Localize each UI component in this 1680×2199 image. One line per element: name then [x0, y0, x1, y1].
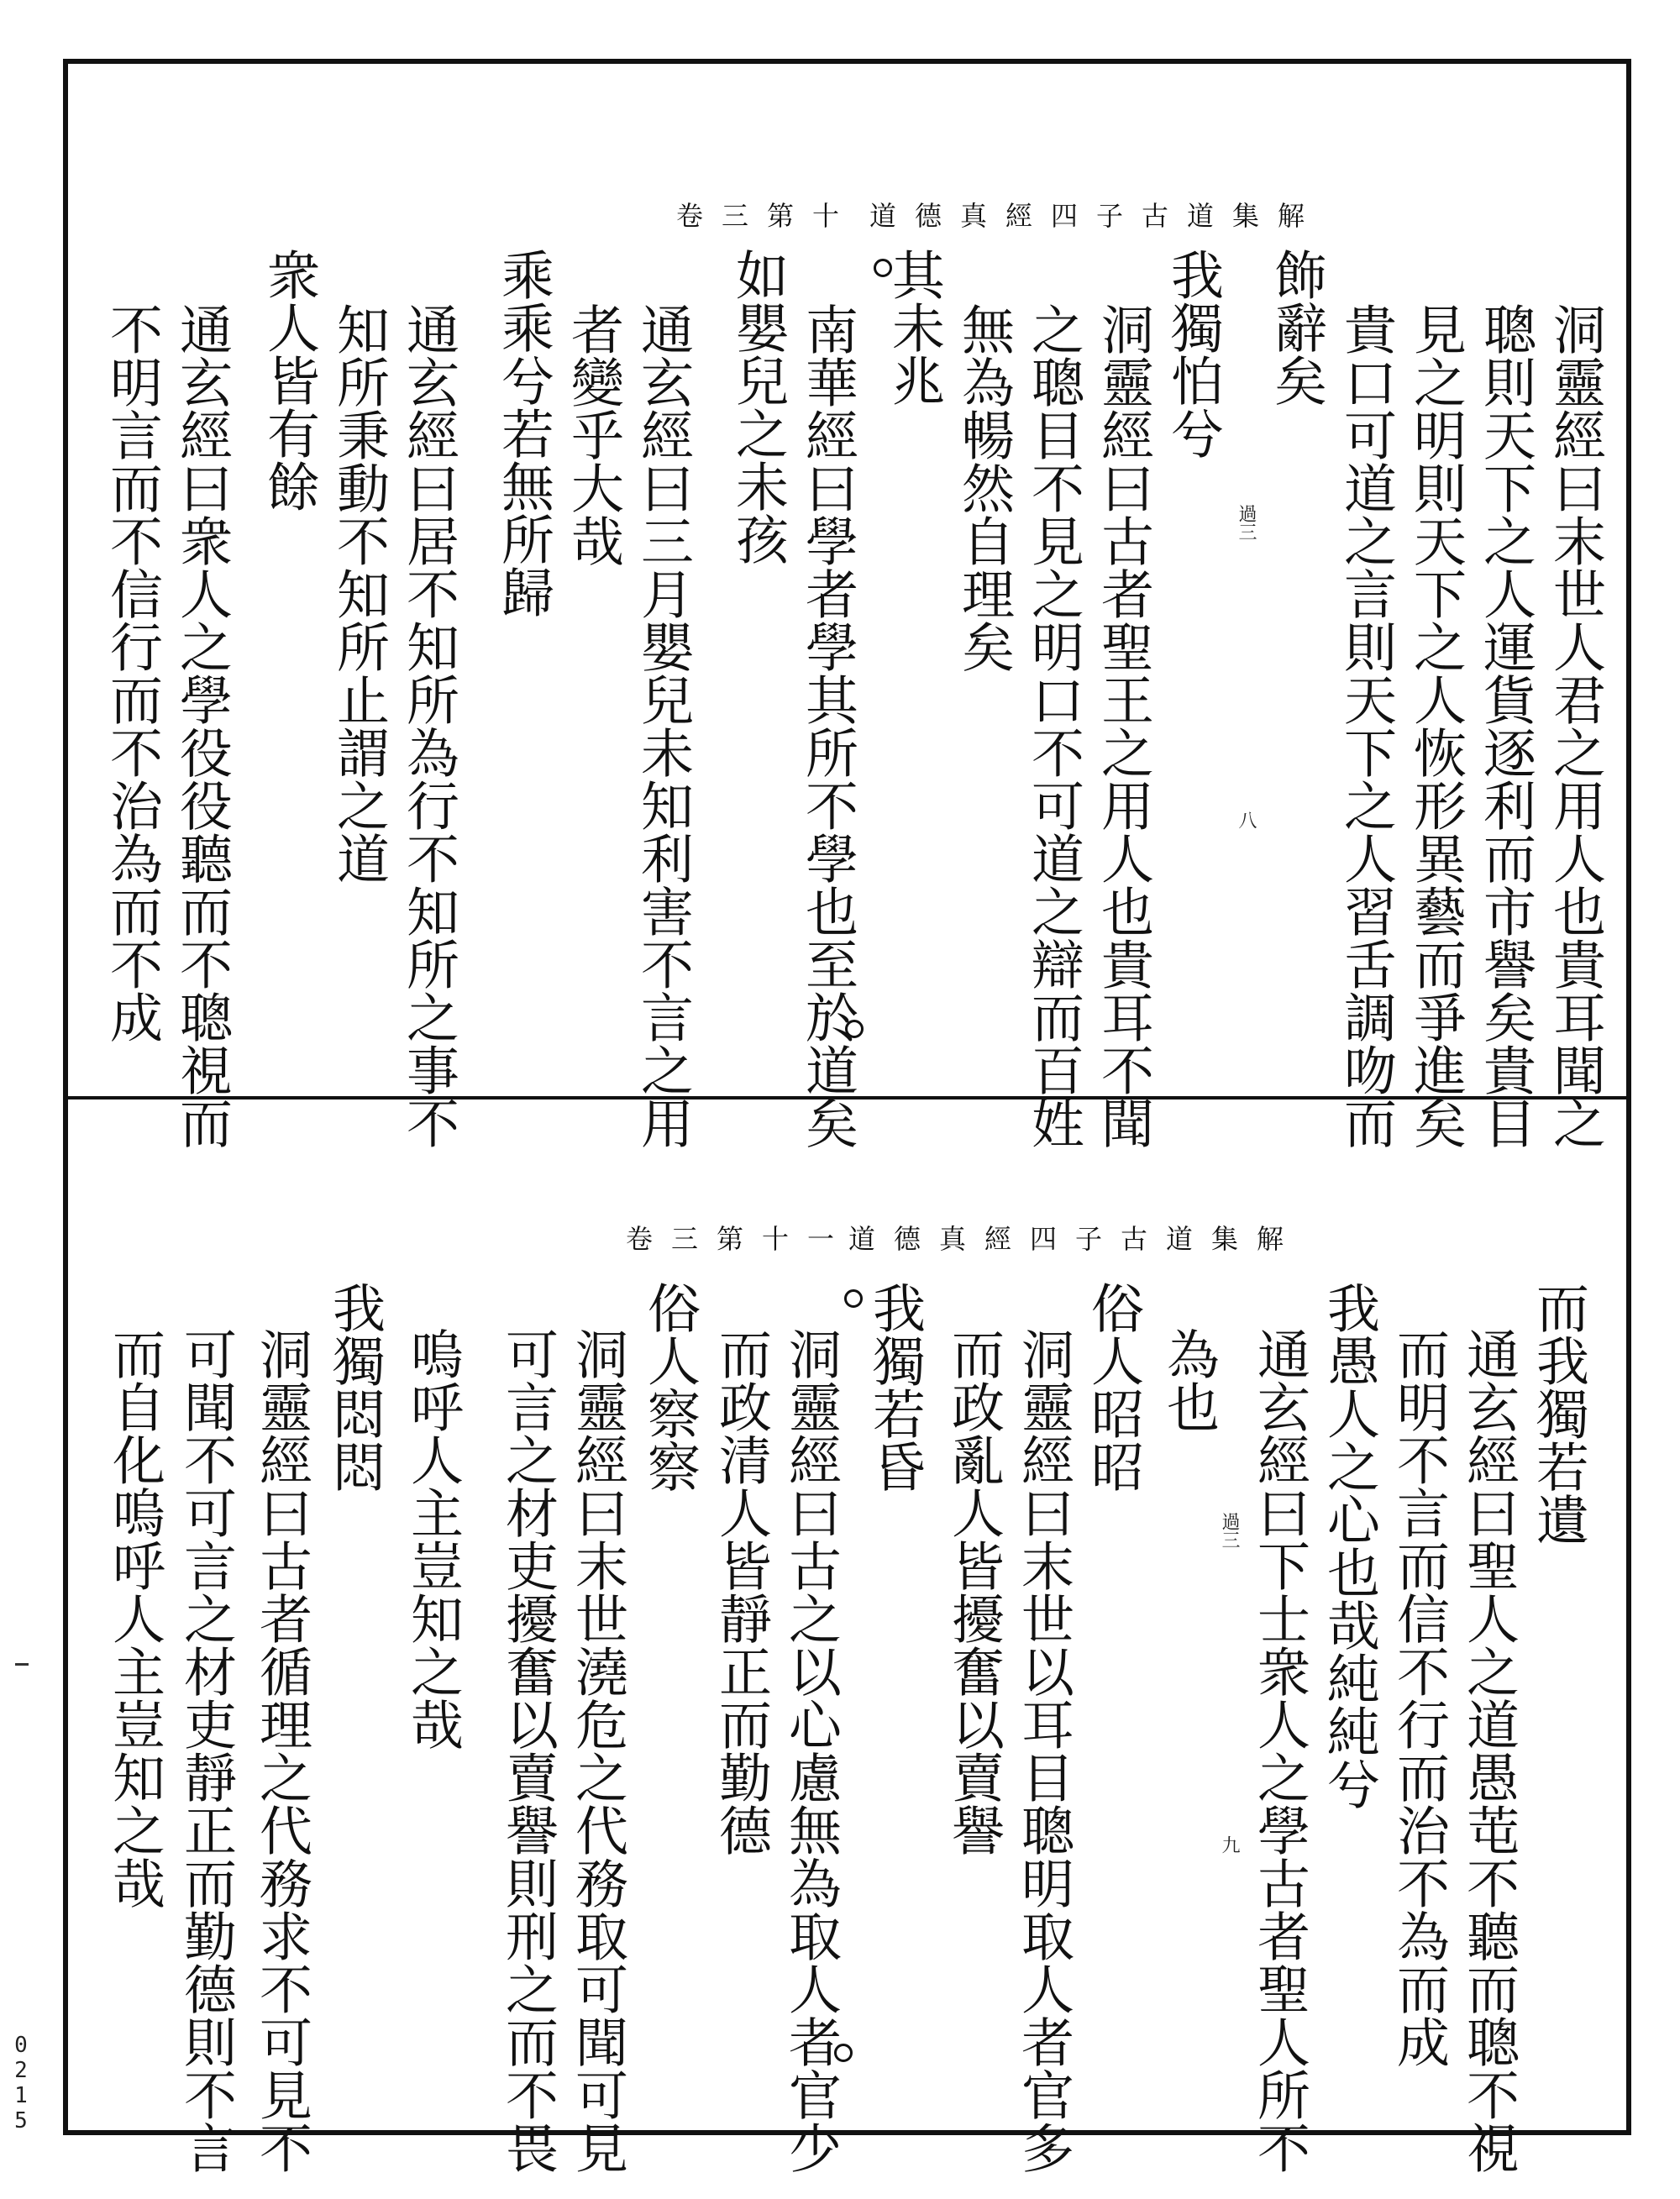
top-col-1: 洞靈經曰末世人君之用人也貴耳聞之 [1545, 302, 1606, 1149]
bottom-col-15: 可言之材吏擾奮以賣譽則刑之而不畏 [497, 1327, 559, 2174]
top-col-15: 乘乘兮若無所歸 [493, 248, 554, 618]
bottom-col-7: 俗人昭昭 [1083, 1281, 1144, 1493]
bottom-header-title: 道德真經四子古道集解 [848, 1223, 1303, 1255]
bottom-col-4: 我愚人之心也哉純純兮 [1319, 1281, 1380, 1810]
bottom-note-1: 過三 [1219, 1512, 1240, 1549]
top-col-12: 如嬰兒之未孩 [727, 248, 789, 565]
page-number: 0215 [8, 2033, 34, 2133]
top-col-8: 之聰目不見之明口不可道之辯而百姓 [1023, 302, 1084, 1149]
top-col-9: 無為暢然自理矣 [953, 302, 1015, 673]
top-header-title: 道德真經四子古道集解 [869, 200, 1324, 232]
top-col-4: 貴口可道之言則天下之人習舌調吻而 [1336, 302, 1397, 1149]
bottom-col-3: 而明不言而信不行而治不為而成 [1389, 1327, 1450, 2068]
bottom-col-10: 我獨若昏 [864, 1281, 926, 1493]
top-col-18: 衆人皆有餘 [259, 248, 320, 512]
top-col-14: 者變乎大哉 [563, 302, 624, 567]
bottom-note-2: 九 [1219, 1835, 1240, 1854]
top-col-5: 飾辭矣 [1266, 248, 1327, 407]
bottom-circle-mark-1 [844, 1289, 863, 1308]
top-col-7: 洞靈經曰古者聖王之用人也貴耳不聞 [1093, 302, 1154, 1149]
bottom-col-5: 通玄經曰下士衆人之學古者聖人所不 [1249, 1327, 1310, 2174]
top-col-17: 知所秉動不知所止謂之道 [328, 302, 390, 884]
top-col-2: 聰則天下之人運貨逐利而市譽矣貴目 [1475, 302, 1536, 1149]
bottom-col-9: 而政亂人皆擾奮以賣譽 [943, 1327, 1005, 1856]
bottom-col-19: 可聞不可言之材吏靜正而勤德則不言 [176, 1327, 237, 2174]
top-note-2: 八 [1236, 811, 1257, 829]
margin-mark [15, 1663, 29, 1666]
top-circle-mark-1 [874, 259, 892, 277]
top-header-volume: 卷三第十 [676, 200, 858, 232]
bottom-col-17: 我獨悶悶 [324, 1281, 386, 1493]
bottom-col-16: 嗚呼人主豈知之哉 [402, 1327, 464, 1750]
bottom-col-14: 洞靈經曰末世澆危之代務取可聞可見 [567, 1327, 628, 2174]
bottom-col-12: 而政清人皆靜正而勤德 [711, 1327, 772, 1856]
bottom-circle-mark-2 [834, 2044, 853, 2062]
top-col-10: 其未兆 [884, 248, 945, 407]
bottom-col-13: 俗人察察 [639, 1281, 701, 1493]
bottom-col-2: 通玄經曰聖人之道愚芚不聽而聰不視 [1458, 1327, 1520, 2174]
top-col-3: 見之明則天下之人恢形異藝而爭進矣 [1405, 302, 1467, 1149]
top-circle-mark-2 [845, 1020, 864, 1038]
bottom-col-8: 洞靈經曰末世以耳目聰明取人者官多 [1013, 1327, 1074, 2174]
top-col-13: 通玄經曰三月嬰兒未知利害不言之用 [633, 302, 694, 1149]
top-col-11: 南華經曰學者學其所不學也至於道矣 [797, 302, 858, 1149]
bottom-col-6: 為也 [1158, 1327, 1220, 1433]
top-col-20: 不明言而不信行而不治為而不成 [102, 302, 163, 1043]
bottom-col-1: 而我獨若遺 [1528, 1281, 1589, 1546]
bottom-col-11: 洞靈經曰古之以心慮無為取人者官少 [780, 1327, 842, 2174]
top-note-1: 過三 [1236, 504, 1257, 541]
top-col-6: 我獨怕兮 [1163, 248, 1224, 459]
bottom-col-20: 而自化嗚呼人主豈知之哉 [104, 1327, 165, 1909]
top-col-19: 通玄經曰衆人之學役役聽而不聰視而 [171, 302, 233, 1149]
bottom-col-18: 洞靈經曰古者循理之代務求不可見不 [251, 1327, 312, 2174]
top-col-16: 通玄經曰居不知所為行不知所之事不 [398, 302, 459, 1149]
bottom-header-volume: 卷三第十一 [626, 1223, 853, 1255]
